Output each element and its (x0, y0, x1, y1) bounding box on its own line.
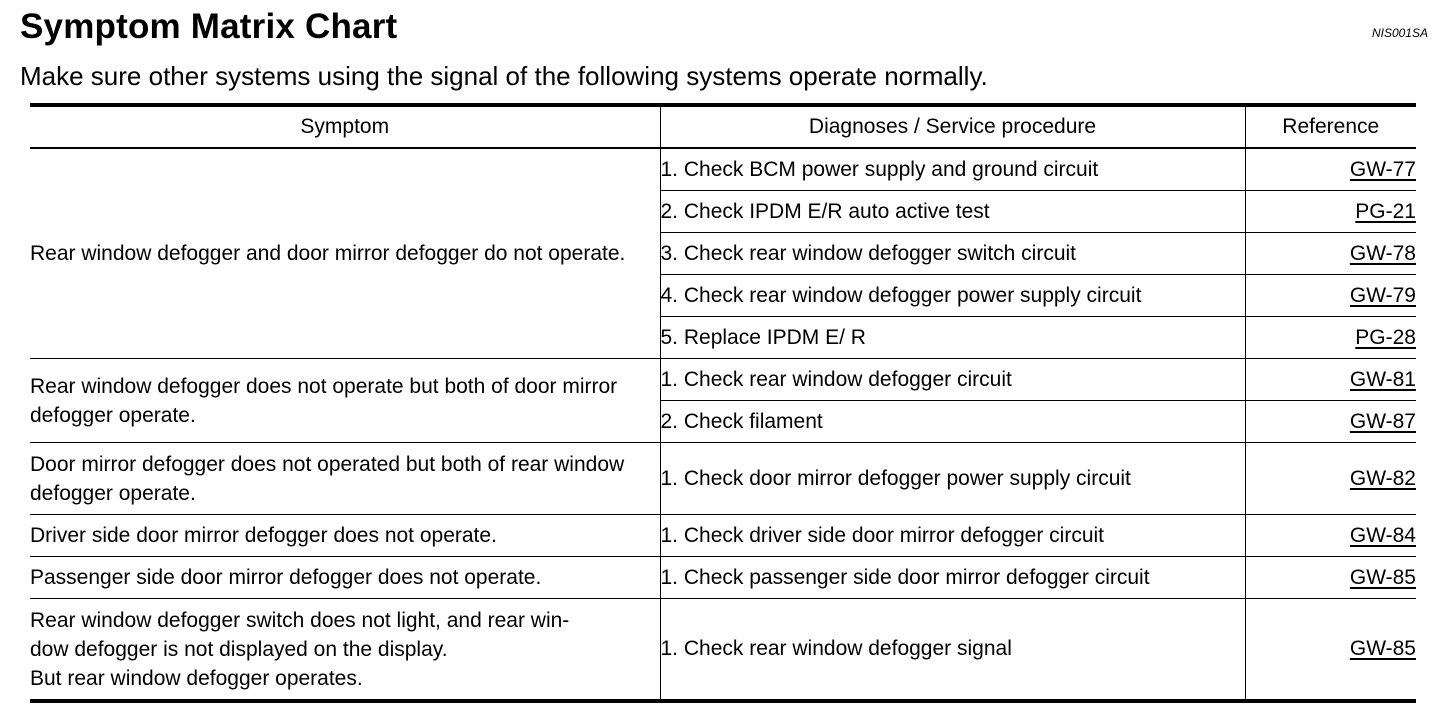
procedure-cell: 4. Check rear window defogger power supply circuit (660, 275, 1245, 317)
reference-link[interactable]: GW-77 (1349, 157, 1416, 181)
intro-text: Make sure other systems using the signal of the following systems operate normally. (20, 61, 988, 91)
table-row (30, 515, 1416, 557)
symptom-cell: Rear window defogger does not operate but both of door mirror defogger operate. (30, 359, 660, 443)
procedure-cell: 1. Check door mirror defogger power supply circuit (660, 443, 1245, 515)
symptom-cell: Door mirror defogger does not operated but both of rear window defogger operate. (30, 443, 660, 515)
column-header-symptom: Symptom (30, 105, 660, 148)
symptom-cell (30, 599, 660, 702)
procedure-cell: 2. Check filament (660, 401, 1245, 443)
symptom-cell: Driver side door mirror defogger does not operate. (30, 515, 660, 557)
reference-link[interactable]: GW-78 (1349, 241, 1416, 265)
document-code: NIS001SA (1371, 26, 1428, 40)
column-header-diagnoses: Diagnoses / Service procedure (660, 105, 1245, 148)
symptom-matrix-table (30, 103, 1416, 703)
reference-link[interactable]: PG-28 (1355, 325, 1416, 349)
table-header-row (30, 105, 1416, 148)
reference-cell (1245, 443, 1416, 515)
reference-cell (1245, 317, 1416, 359)
reference-cell (1245, 557, 1416, 599)
reference-cell (1245, 359, 1416, 401)
reference-link[interactable]: GW-85 (1349, 637, 1416, 660)
reference-cell (1245, 148, 1416, 191)
procedure-cell: 1. Check rear window defogger signal (660, 599, 1245, 702)
reference-link[interactable]: GW-81 (1349, 367, 1416, 391)
procedure-cell: 3. Check rear window defogger switch circuit (660, 233, 1245, 275)
procedure-cell: 1. Check BCM power supply and ground circuit (660, 148, 1245, 191)
reference-link[interactable]: GW-84 (1349, 523, 1416, 547)
symptom-line: Rear window defogger switch does not light, and rear win- (30, 608, 570, 632)
table-row (30, 599, 1416, 702)
symptom-line: dow defogger is not displayed on the display. (30, 637, 448, 661)
reference-cell (1245, 401, 1416, 443)
reference-cell (1245, 233, 1416, 275)
procedure-cell: 5. Replace IPDM E/ R (660, 317, 1245, 359)
reference-cell (1245, 275, 1416, 317)
reference-cell (1245, 599, 1416, 702)
reference-cell (1245, 191, 1416, 233)
procedure-cell: 2. Check IPDM E/R auto active test (660, 191, 1245, 233)
symptom-cell: Rear window defogger and door mirror defogger do not operate. (30, 148, 660, 359)
reference-link[interactable]: GW-85 (1349, 565, 1416, 589)
reference-link[interactable]: PG-21 (1355, 199, 1416, 223)
reference-cell (1245, 515, 1416, 557)
symptom-cell: Passenger side door mirror defogger does not operate. (30, 557, 660, 599)
table-row (30, 359, 1416, 401)
procedure-cell: 1. Check rear window defogger circuit (660, 359, 1245, 401)
symptom-line: But rear window defogger operates. (30, 666, 363, 690)
column-header-reference: Reference (1245, 105, 1416, 148)
reference-link[interactable]: GW-87 (1349, 409, 1416, 433)
table-row (30, 148, 1416, 191)
table-row (30, 557, 1416, 599)
page-title: Symptom Matrix Chart (20, 7, 398, 46)
table-row (30, 443, 1416, 515)
procedure-cell: 1. Check driver side door mirror defogger circuit (660, 515, 1245, 557)
procedure-cell: 1. Check passenger side door mirror defogger circuit (660, 557, 1245, 599)
reference-link[interactable]: GW-79 (1349, 283, 1416, 307)
reference-link[interactable]: GW-82 (1349, 466, 1416, 490)
